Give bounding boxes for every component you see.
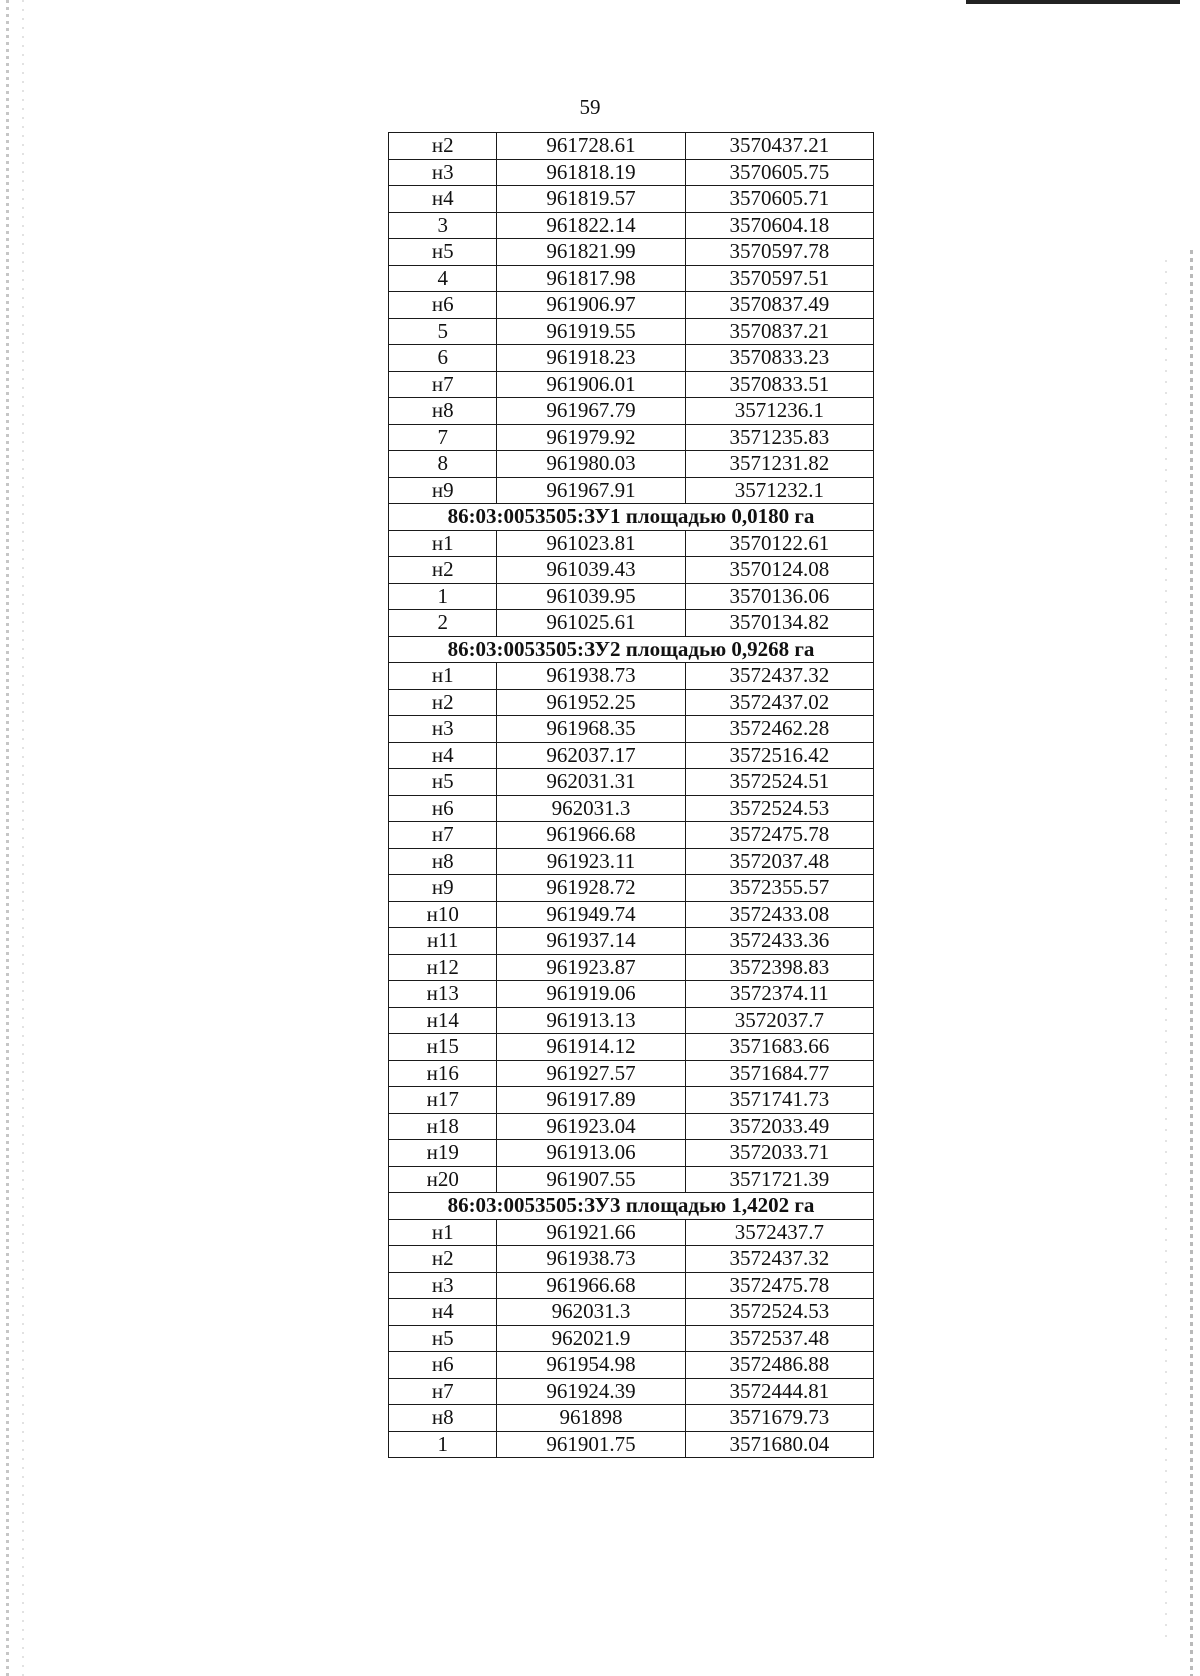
x-coordinate-cell: 961819.57: [497, 186, 685, 213]
point-id-cell: н2: [389, 557, 497, 584]
y-coordinate-cell: 3572433.08: [685, 901, 873, 928]
point-id-cell: н7: [389, 1378, 497, 1405]
table-row: [389, 1219, 874, 1246]
section-title: 86:03:0053505:ЗУ2 площадью 0,9268 га: [389, 636, 874, 663]
point-id-cell: 1: [389, 583, 497, 610]
x-coordinate-cell: 961952.25: [497, 689, 685, 716]
point-id-cell: н15: [389, 1034, 497, 1061]
y-coordinate-cell: 3570437.21: [685, 133, 873, 160]
y-coordinate-cell: 3572486.88: [685, 1352, 873, 1379]
table-row: [389, 530, 874, 557]
table-row: [389, 689, 874, 716]
x-coordinate-cell: 961898: [497, 1405, 685, 1432]
y-coordinate-cell: 3572516.42: [685, 742, 873, 769]
x-coordinate-cell: 962031.3: [497, 795, 685, 822]
table-row: [389, 610, 874, 637]
point-id-cell: н12: [389, 954, 497, 981]
table-row: [389, 583, 874, 610]
x-coordinate-cell: 961918.23: [497, 345, 685, 372]
y-coordinate-cell: 3572037.48: [685, 848, 873, 875]
y-coordinate-cell: 3570605.75: [685, 159, 873, 186]
x-coordinate-cell: 961914.12: [497, 1034, 685, 1061]
table-row: [389, 954, 874, 981]
point-id-cell: 5: [389, 318, 497, 345]
x-coordinate-cell: 961966.68: [497, 822, 685, 849]
table-row: [389, 742, 874, 769]
table-row: [389, 1246, 874, 1273]
section-title: 86:03:0053505:ЗУ3 площадью 1,4202 га: [389, 1193, 874, 1220]
x-coordinate-cell: 961023.81: [497, 530, 685, 557]
y-coordinate-cell: 3571684.77: [685, 1060, 873, 1087]
table-row: [389, 663, 874, 690]
x-coordinate-cell: 961949.74: [497, 901, 685, 928]
y-coordinate-cell: 3571741.73: [685, 1087, 873, 1114]
coordinates-table-body: [389, 133, 874, 1458]
y-coordinate-cell: 3571679.73: [685, 1405, 873, 1432]
x-coordinate-cell: 961919.06: [497, 981, 685, 1008]
table-row: [389, 716, 874, 743]
x-coordinate-cell: 961821.99: [497, 239, 685, 266]
scan-edge-left-inner: [22, 0, 24, 1676]
y-coordinate-cell: 3572475.78: [685, 822, 873, 849]
table-row: [389, 1060, 874, 1087]
y-coordinate-cell: 3571680.04: [685, 1431, 873, 1458]
x-coordinate-cell: 961906.97: [497, 292, 685, 319]
x-coordinate-cell: 961039.43: [497, 557, 685, 584]
top-rule: [966, 0, 1180, 4]
table-row: [389, 1325, 874, 1352]
y-coordinate-cell: 3571721.39: [685, 1166, 873, 1193]
x-coordinate-cell: 961913.06: [497, 1140, 685, 1167]
table-row: [389, 795, 874, 822]
section-header-row: [389, 1193, 874, 1220]
table-row: [389, 265, 874, 292]
y-coordinate-cell: 3571683.66: [685, 1034, 873, 1061]
point-id-cell: н4: [389, 186, 497, 213]
point-id-cell: н5: [389, 769, 497, 796]
y-coordinate-cell: 3572524.53: [685, 795, 873, 822]
table-row: [389, 477, 874, 504]
y-coordinate-cell: 3572444.81: [685, 1378, 873, 1405]
point-id-cell: н7: [389, 822, 497, 849]
table-row: [389, 1352, 874, 1379]
scan-edge-right-inner: [1165, 260, 1167, 1640]
table-row: [389, 1087, 874, 1114]
x-coordinate-cell: 961039.95: [497, 583, 685, 610]
x-coordinate-cell: 961928.72: [497, 875, 685, 902]
x-coordinate-cell: 961913.13: [497, 1007, 685, 1034]
y-coordinate-cell: 3572437.7: [685, 1219, 873, 1246]
y-coordinate-cell: 3570605.71: [685, 186, 873, 213]
y-coordinate-cell: 3572033.71: [685, 1140, 873, 1167]
point-id-cell: 7: [389, 424, 497, 451]
y-coordinate-cell: 3570597.78: [685, 239, 873, 266]
x-coordinate-cell: 961025.61: [497, 610, 685, 637]
x-coordinate-cell: 961967.91: [497, 477, 685, 504]
point-id-cell: н8: [389, 398, 497, 425]
y-coordinate-cell: 3572437.32: [685, 663, 873, 690]
point-id-cell: 4: [389, 265, 497, 292]
y-coordinate-cell: 3572037.7: [685, 1007, 873, 1034]
point-id-cell: н9: [389, 477, 497, 504]
point-id-cell: н5: [389, 239, 497, 266]
table-row: [389, 981, 874, 1008]
y-coordinate-cell: 3572537.48: [685, 1325, 873, 1352]
point-id-cell: 3: [389, 212, 497, 239]
section-title: 86:03:0053505:ЗУ1 площадью 0,0180 га: [389, 504, 874, 531]
table-row: [389, 1140, 874, 1167]
y-coordinate-cell: 3572033.49: [685, 1113, 873, 1140]
table-row: [389, 292, 874, 319]
x-coordinate-cell: 961938.73: [497, 1246, 685, 1273]
table-row: [389, 1378, 874, 1405]
y-coordinate-cell: 3572524.51: [685, 769, 873, 796]
x-coordinate-cell: 961901.75: [497, 1431, 685, 1458]
table-row: [389, 186, 874, 213]
point-id-cell: н3: [389, 1272, 497, 1299]
y-coordinate-cell: 3570604.18: [685, 212, 873, 239]
table-row: [389, 212, 874, 239]
table-row: [389, 848, 874, 875]
point-id-cell: н4: [389, 742, 497, 769]
x-coordinate-cell: 961937.14: [497, 928, 685, 955]
table-row: [389, 1034, 874, 1061]
x-coordinate-cell: 962037.17: [497, 742, 685, 769]
table-row: [389, 875, 874, 902]
point-id-cell: 1: [389, 1431, 497, 1458]
point-id-cell: н18: [389, 1113, 497, 1140]
x-coordinate-cell: 961980.03: [497, 451, 685, 478]
y-coordinate-cell: 3570837.21: [685, 318, 873, 345]
x-coordinate-cell: 961923.87: [497, 954, 685, 981]
y-coordinate-cell: 3571235.83: [685, 424, 873, 451]
point-id-cell: н6: [389, 795, 497, 822]
x-coordinate-cell: 961923.11: [497, 848, 685, 875]
y-coordinate-cell: 3572398.83: [685, 954, 873, 981]
table-row: [389, 928, 874, 955]
point-id-cell: н3: [389, 159, 497, 186]
x-coordinate-cell: 961907.55: [497, 1166, 685, 1193]
scan-edge-left: [6, 0, 9, 1676]
x-coordinate-cell: 961954.98: [497, 1352, 685, 1379]
point-id-cell: н8: [389, 848, 497, 875]
table-row: [389, 1299, 874, 1326]
point-id-cell: н2: [389, 689, 497, 716]
table-row: [389, 1405, 874, 1432]
point-id-cell: н4: [389, 1299, 497, 1326]
table-row: [389, 1166, 874, 1193]
point-id-cell: н8: [389, 1405, 497, 1432]
point-id-cell: н1: [389, 1219, 497, 1246]
x-coordinate-cell: 962021.9: [497, 1325, 685, 1352]
x-coordinate-cell: 961921.66: [497, 1219, 685, 1246]
x-coordinate-cell: 961728.61: [497, 133, 685, 160]
y-coordinate-cell: 3570837.49: [685, 292, 873, 319]
point-id-cell: н17: [389, 1087, 497, 1114]
x-coordinate-cell: 961923.04: [497, 1113, 685, 1140]
scan-edge-right: [1190, 250, 1193, 1676]
x-coordinate-cell: 961968.35: [497, 716, 685, 743]
point-id-cell: н16: [389, 1060, 497, 1087]
point-id-cell: 8: [389, 451, 497, 478]
x-coordinate-cell: 961967.79: [497, 398, 685, 425]
coordinates-table: [388, 132, 874, 1458]
y-coordinate-cell: 3570124.08: [685, 557, 873, 584]
section-header-row: [389, 636, 874, 663]
y-coordinate-cell: 3572437.02: [685, 689, 873, 716]
table-row: [389, 239, 874, 266]
table-row: [389, 769, 874, 796]
y-coordinate-cell: 3570136.06: [685, 583, 873, 610]
table-row: [389, 451, 874, 478]
x-coordinate-cell: 961966.68: [497, 1272, 685, 1299]
point-id-cell: н14: [389, 1007, 497, 1034]
y-coordinate-cell: 3572475.78: [685, 1272, 873, 1299]
y-coordinate-cell: 3570134.82: [685, 610, 873, 637]
x-coordinate-cell: 961938.73: [497, 663, 685, 690]
y-coordinate-cell: 3572433.36: [685, 928, 873, 955]
table-row: [389, 371, 874, 398]
y-coordinate-cell: 3571231.82: [685, 451, 873, 478]
x-coordinate-cell: 962031.31: [497, 769, 685, 796]
x-coordinate-cell: 961822.14: [497, 212, 685, 239]
table-row: [389, 398, 874, 425]
y-coordinate-cell: 3570122.61: [685, 530, 873, 557]
y-coordinate-cell: 3572374.11: [685, 981, 873, 1008]
x-coordinate-cell: 961924.39: [497, 1378, 685, 1405]
page-number: 59: [579, 95, 601, 119]
y-coordinate-cell: 3572355.57: [685, 875, 873, 902]
table-row: [389, 557, 874, 584]
x-coordinate-cell: 961906.01: [497, 371, 685, 398]
point-id-cell: н5: [389, 1325, 497, 1352]
table-row: [389, 318, 874, 345]
table-row: [389, 901, 874, 928]
point-id-cell: н19: [389, 1140, 497, 1167]
y-coordinate-cell: 3572437.32: [685, 1246, 873, 1273]
table-row: [389, 822, 874, 849]
point-id-cell: 6: [389, 345, 497, 372]
table-row: [389, 159, 874, 186]
point-id-cell: н9: [389, 875, 497, 902]
table-row: [389, 345, 874, 372]
point-id-cell: н2: [389, 133, 497, 160]
y-coordinate-cell: 3570833.51: [685, 371, 873, 398]
point-id-cell: н20: [389, 1166, 497, 1193]
table-row: [389, 1113, 874, 1140]
x-coordinate-cell: 961979.92: [497, 424, 685, 451]
x-coordinate-cell: 961927.57: [497, 1060, 685, 1087]
x-coordinate-cell: 961917.89: [497, 1087, 685, 1114]
point-id-cell: н6: [389, 292, 497, 319]
table-row: [389, 424, 874, 451]
x-coordinate-cell: 961818.19: [497, 159, 685, 186]
x-coordinate-cell: 961817.98: [497, 265, 685, 292]
point-id-cell: н13: [389, 981, 497, 1008]
point-id-cell: н1: [389, 530, 497, 557]
x-coordinate-cell: 961919.55: [497, 318, 685, 345]
y-coordinate-cell: 3572524.53: [685, 1299, 873, 1326]
y-coordinate-cell: 3571232.1: [685, 477, 873, 504]
y-coordinate-cell: 3571236.1: [685, 398, 873, 425]
table-row: [389, 1272, 874, 1299]
table-row: [389, 133, 874, 160]
point-id-cell: н3: [389, 716, 497, 743]
y-coordinate-cell: 3572462.28: [685, 716, 873, 743]
y-coordinate-cell: 3570833.23: [685, 345, 873, 372]
table-row: [389, 1431, 874, 1458]
point-id-cell: н11: [389, 928, 497, 955]
point-id-cell: н10: [389, 901, 497, 928]
x-coordinate-cell: 962031.3: [497, 1299, 685, 1326]
section-header-row: [389, 504, 874, 531]
point-id-cell: н7: [389, 371, 497, 398]
point-id-cell: н2: [389, 1246, 497, 1273]
point-id-cell: 2: [389, 610, 497, 637]
point-id-cell: н6: [389, 1352, 497, 1379]
y-coordinate-cell: 3570597.51: [685, 265, 873, 292]
table-row: [389, 1007, 874, 1034]
point-id-cell: н1: [389, 663, 497, 690]
